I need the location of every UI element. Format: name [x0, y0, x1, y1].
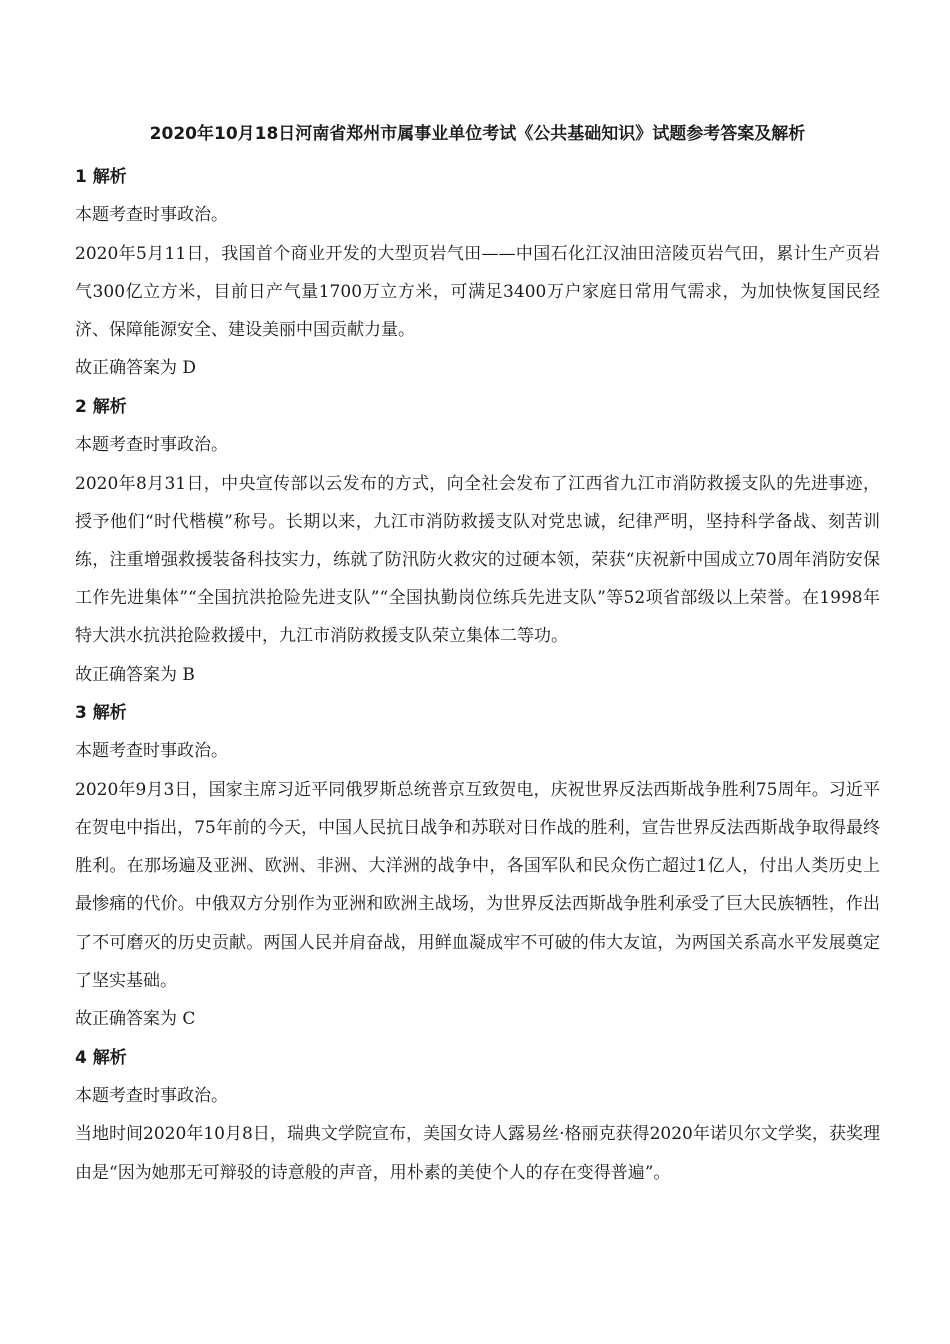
section-body: 2020年5月11日，我国首个商业开发的大型页岩气田——中国石化江汉油田涪陵页岩气田，累计生产页岩气300亿立方米，目前日产气量1700万立方米，可满足3400万户家庭日常用气需求，为加快恢复国民经济、保障能源安全、建设美丽中国贡献力量。 [75, 243, 880, 341]
document-title: 2020年10月18日河南省郑州市属事业单位考试《公共基础知识》试题参考答案及解析 [149, 124, 806, 144]
answer-section-3 [75, 694, 880, 1038]
section-intro: 本题考查时事政治。 [75, 1085, 228, 1106]
section-intro: 本题考查时事政治。 [75, 205, 228, 226]
answer-section-2 [75, 388, 880, 694]
answer-section-4 [75, 1039, 880, 1192]
section-heading: 1 解析 [75, 167, 127, 187]
section-heading: 4 解析 [75, 1047, 127, 1068]
section-answer: 故正确答案为 B [75, 664, 195, 685]
section-answer: 故正确答案为 D [75, 358, 197, 379]
section-intro: 本题考查时事政治。 [75, 741, 228, 762]
section-heading: 2 解析 [75, 396, 127, 417]
section-heading: 3 解析 [75, 703, 127, 724]
section-body: 当地时间2020年10月8日，瑞典文学院宣布，美国女诗人露易丝·格丽克获得2020年诺贝尔文学奖，获奖理由是“因为她那无可辩驳的诗意般的声音，用朴素的美使个人的存在变得普遍”。 [75, 1124, 880, 1183]
section-body: 2020年8月31日，中央宣传部以云发布的方式，向全社会发布了江西省九江市消防救援支队的先进事迹，授予他们“时代楷模”称号。长期以来，九江市消防救援支队对党忠诚，纪律严明，坚持科学备战、刻苦训练，注重增强救援装备科技实力，练就了防汛防火救灾的过硬本领，荣获“庆祝新中国成立70周年消防安保工作先进集体”“全国抗洪抢险先进支队”“全国执勤岗位练兵先进支队”等52项省部级以上荣誉。在1998年特大洪水抗洪抢险救援中，九江市消防救援支队荣立集体二等功。 [75, 473, 880, 647]
section-intro: 本题考查时事政治。 [75, 435, 228, 456]
answer-section-1 [75, 158, 880, 388]
document-page [75, 122, 880, 1192]
section-answer: 故正确答案为 C [75, 1009, 196, 1030]
section-body: 2020年9月3日，国家主席习近平同俄罗斯总统普京互致贺电，庆祝世界反法西斯战争胜利75周年。习近平在贺电中指出，75年前的今天，中国人民抗日战争和苏联对日作战的胜利，宣告世界反法西斯战争取得最终胜利。在那场遍及亚洲、欧洲、非洲、大洋洲的战争中，各国军队和民众伤亡超过1亿人，付出人类历史上最惨痛的代价。中俄双方分别作为亚洲和欧洲主战场，为世界反法西斯战争胜利承受了巨大民族牺牲，作出了不可磨灭的历史贡献。两国人民并肩奋战，用鲜血凝成牢不可破的伟大友谊，为两国关系高水平发展奠定了坚实基础。 [75, 779, 880, 991]
